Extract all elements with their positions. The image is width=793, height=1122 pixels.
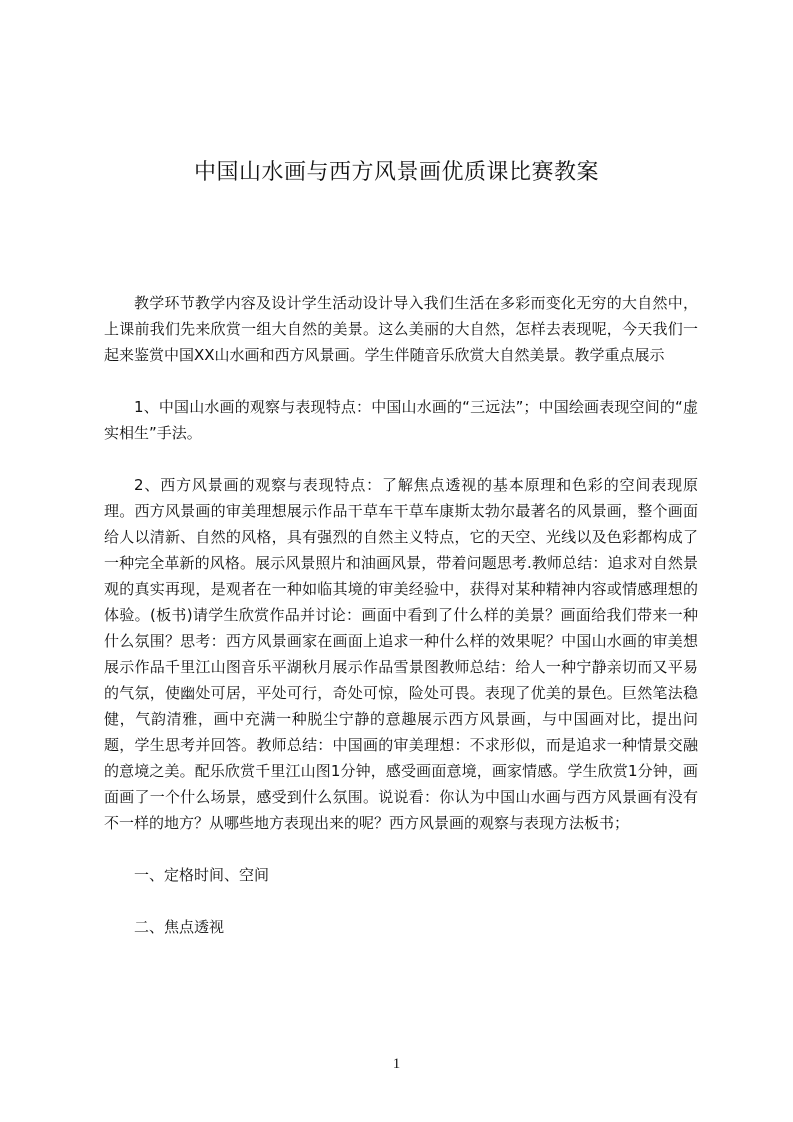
paragraph-intro: 教学环节教学内容及设计学生活动设计导入我们生活在多彩而变化无穷的大自然中，上课前我们先来欣赏一组大自然的美景。这么美丽的大自然，怎样去表现呢，今天我们一起来鉴赏中国XX山水画和西方风景画。学生伴随音乐欣赏大自然美景。教学重点展示 [104, 294, 698, 364]
paragraph-spacer [104, 836, 698, 862]
paragraph-spacer [104, 368, 698, 394]
paragraph-spacer [104, 446, 698, 472]
outline-item-time-space: 一、定格时间、空间 [134, 866, 270, 884]
document-title: 中国山水画与西方风景画优质课比赛教案 [193, 159, 599, 185]
paragraph-western-landscape: 2、西方风景画的观察与表现特点：了解焦点透视的基本原理和色彩的空间表现原理。西方风景画的审美理想展示作品干草车干草车康斯太勃尔最著名的风景画，整个画面给人以清新、自然的风格，具有强烈的自然主义特点，它的天空、光线以及色彩都构成了一种完全革新的风格。展示风景照片和油画风景，带着问题思考.教师总结：追求对自然景观的真实再现，是观者在一种如临其境的审美经验中，获得对某种精神内容或情感理想的体验。(板书)请学生欣赏作品并讨论：画面中看到了什么样的美景？画面给我们带来一种什么氛围？思考：西方风景画家在画面上追求一种什么样的效果呢？中国山水画的审美想展示作品千里江山图音乐平湖秋月展示作品雪景图教师总结：给人一种宁静亲切而又平易的气氛，使幽处可居，平处可行，奇处可惊，险处可畏。表现了优美的景色。巨然笔法稳健，气韵清雅，画中充满一种脱尘宁静的意趣展示西方风景画，与中国画对比，提出问题，学生思考并回答。教师总结：中国画的审美理想：不求形似，而是追求一种情景交融的意境之美。配乐欣赏千里江山图1分钟，感受画面意境，画家情感。学生欣赏1分钟，画面画了一个什么场景，感受到什么氛围。说说看：你认为中国山水画与西方风景画有没有不一样的地方？从哪些地方表现出来的呢？西方风景画的观察与表现方法板书； [104, 476, 698, 832]
paragraph-spacer [104, 888, 698, 914]
paragraph-chinese-landscape: 1、中国山水画的观察与表现特点：中国山水画的“三远法”；中国绘画表现空间的“虚实相生”手法。 [104, 398, 698, 442]
document-body [104, 290, 698, 940]
outline-item-focal-perspective: 二、焦点透视 [134, 918, 225, 936]
page-number: 1 [392, 1056, 401, 1072]
